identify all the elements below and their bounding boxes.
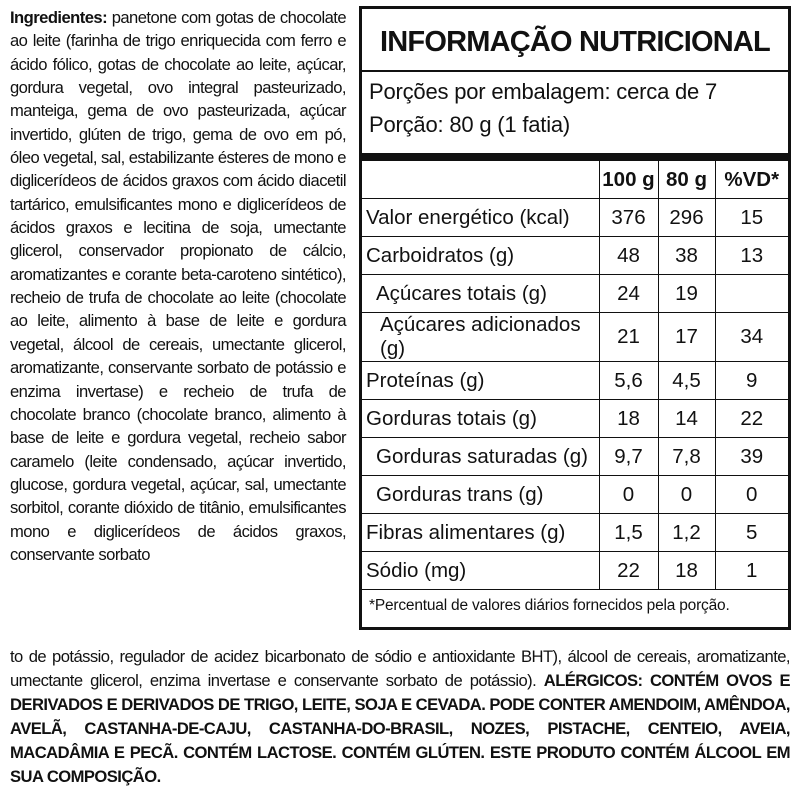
nutrition-facts-panel [359,6,791,630]
nutrient-label: Gorduras totais (g) [362,400,599,438]
daily-value-percent: 22 [715,400,788,438]
nutrient-label: Valor energético (kcal) [362,199,599,237]
daily-value-percent: 39 [715,438,788,476]
nutrition-table [362,161,788,590]
value-per-serving: 4,5 [658,362,715,400]
value-per-100g: 24 [599,275,658,313]
nutrient-label: Fibras alimentares (g) [362,514,599,552]
ingredients-body-continued: to de potássio, regulador de acidez bicarbonato de sódio e antioxidante BHT), álcool de cereais, aromatizante, umectante glicerol, enzima invertase e conservante sorbato de potássio). [10,647,790,690]
value-per-100g: 21 [599,313,658,362]
column-header: 100 g [599,161,658,199]
table-row [362,400,788,438]
value-per-serving: 0 [658,476,715,514]
nutrient-label: Sódio (mg) [362,552,599,590]
nutrition-title: INFORMAÇÃO NUTRICIONAL [380,26,770,58]
table-row [362,362,788,400]
ingredients-text [10,6,346,566]
serving-size: Porção: 80 g (1 fatia) [369,112,571,137]
servings-per-package: Porções por embalagem: cerca de 7 [369,79,718,104]
column-header: 80 g [658,161,715,199]
value-per-serving: 14 [658,400,715,438]
header-nutrient-blank [362,161,599,199]
daily-value-percent: 9 [715,362,788,400]
allergens-statement: ALÉRGICOS: CONTÉM OVOS E DERIVADOS E DERIVADOS DE TRIGO, LEITE, SOJA E CEVADA. PODE CONTER AMENDOIM, AMÊNDOA, AVELÃ, CASTANHA-DE-CAJU, CASTANHA-DO-BRASIL, NOZES, PISTACHE, CENTEIO, AVEIA, MACADÂMIA E PECÃ. CONTÉM LACTOSE. CONTÉM GLÚTEN. ESTE PRODUTO CONTÉM ÁLCOOL EM SUA COMPOSIÇÃO. [10,671,791,786]
value-per-100g: 376 [599,199,658,237]
value-per-serving: 296 [658,199,715,237]
daily-value-percent: 13 [715,237,788,275]
table-row [362,313,788,362]
daily-value-percent: 15 [715,199,788,237]
nutrient-label: Gorduras trans (g) [362,476,599,514]
value-per-100g: 0 [599,476,658,514]
value-per-100g: 18 [599,400,658,438]
daily-value-percent: 1 [715,552,788,590]
value-per-100g: 48 [599,237,658,275]
value-per-serving: 19 [658,275,715,313]
table-row [362,237,788,275]
nutrient-label: Gorduras saturadas (g) [362,438,599,476]
value-per-100g: 5,6 [599,362,658,400]
table-row [362,438,788,476]
value-per-serving: 1,2 [658,514,715,552]
ingredients-label: Ingredientes: [10,8,108,27]
daily-value-percent [715,275,788,313]
nutrient-label: Açúcares adicionados (g) [362,313,599,362]
daily-value-percent: 0 [715,476,788,514]
nutrient-label: Proteínas (g) [362,362,599,400]
column-header: %VD* [715,161,788,199]
title-divider [362,70,788,72]
ingredients-body: panetone com gotas de chocolate ao leite (farinha de trigo enriquecida com ferro e ácido fólico, gotas de chocolate ao leite, açúcar, gordura vegetal, ovo integral pasteurizado, manteiga, gema de ovo pasteurizada, açúcar invertido, glúten de trigo, gema de ovo em pó, óleo vegetal, sal, estabilizante ésteres de mono e diglicerídeos de ácidos graxos com ácido diacetil tartárico, emulsificantes mono e diglicerídeos de ácidos graxos e lecitina de soja, umectante glicerol, conservador propionato de cálcio, aromatizantes e corante beta-caroteno sintético), recheio de trufa de chocolate ao leite (chocolate ao leite, alimento à base de leite e gordura vegetal, álcool de cereais, umectante glicerol, aromatizante, conservante sorbato de potássio e enzima invertase) e recheio de trufa de chocolate branco (chocolate branco, alimento à base de leite e gordura vegetal, recheio sabor caramelo (leite condensado, açúcar invertido, glucose, gordura vegetal, açúcar, sal, umectante sorbitol, corante dióxido de titânio, emulsificantes mono e diglicerídeos de ácidos graxos, conservante sorbato [10,8,346,564]
value-per-serving: 7,8 [658,438,715,476]
thick-divider [362,153,788,161]
ingredients-continuation [10,645,790,789]
value-per-serving: 17 [658,313,715,362]
value-per-100g: 22 [599,552,658,590]
value-per-serving: 38 [658,237,715,275]
table-row [362,514,788,552]
value-per-100g: 9,7 [599,438,658,476]
footnote: *Percentual de valores diários fornecidos pela porção. [369,597,730,614]
value-per-100g: 1,5 [599,514,658,552]
table-row [362,275,788,313]
table-row [362,199,788,237]
value-per-serving: 18 [658,552,715,590]
table-header-row [362,161,788,199]
table-row [362,476,788,514]
nutrient-label: Carboidratos (g) [362,237,599,275]
nutrient-label: Açúcares totais (g) [362,275,599,313]
table-row [362,552,788,590]
daily-value-percent: 34 [715,313,788,362]
daily-value-percent: 5 [715,514,788,552]
